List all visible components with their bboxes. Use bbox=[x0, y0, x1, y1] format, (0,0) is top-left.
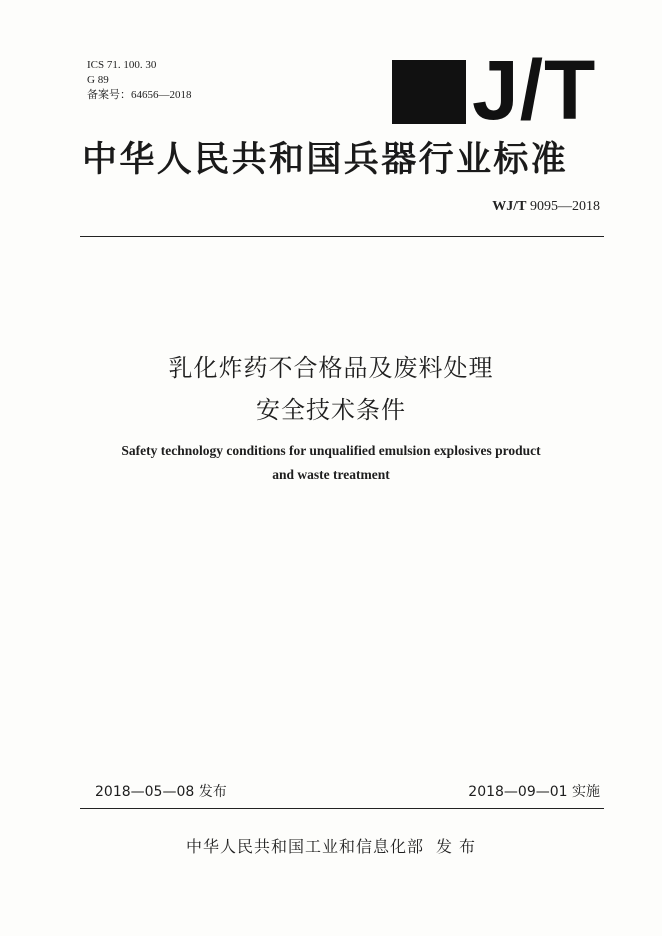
title-en-line-1: Safety technology conditions for unqualified emulsion explosives product bbox=[121, 443, 541, 458]
issuer-name: 中华人民共和国工业和信息化部 bbox=[185, 837, 424, 856]
logo-black-block bbox=[392, 60, 466, 124]
standard-type-logo: J/T bbox=[472, 43, 597, 137]
title-en-line-2: and waste treatment bbox=[272, 467, 390, 482]
filing-number: 备案号：64656—2018 bbox=[87, 89, 192, 101]
ccs-code: G 89 bbox=[87, 74, 109, 86]
standard-code-number: 9095—2018 bbox=[530, 199, 600, 214]
ics-code: ICS 71. 100. 30 bbox=[87, 59, 157, 71]
issuing-authority bbox=[0, 836, 662, 858]
standard-code-prefix: WJ/T bbox=[492, 199, 527, 214]
issue-date: 2018—05—08 发布 bbox=[95, 784, 227, 800]
standard-category-title: 中华人民共和国兵器行业标准 bbox=[82, 140, 569, 180]
footer-divider bbox=[80, 808, 604, 809]
issuer-action: 发 布 bbox=[435, 837, 477, 856]
title-zh-line-1: 乳化炸药不合格品及废料处理 bbox=[168, 354, 494, 382]
title-zh-line-2: 安全技术条件 bbox=[256, 396, 406, 424]
header-divider bbox=[80, 236, 604, 237]
implementation-date: 2018—09—01 实施 bbox=[468, 784, 600, 800]
standard-code bbox=[492, 198, 600, 216]
classification-block bbox=[87, 58, 192, 103]
